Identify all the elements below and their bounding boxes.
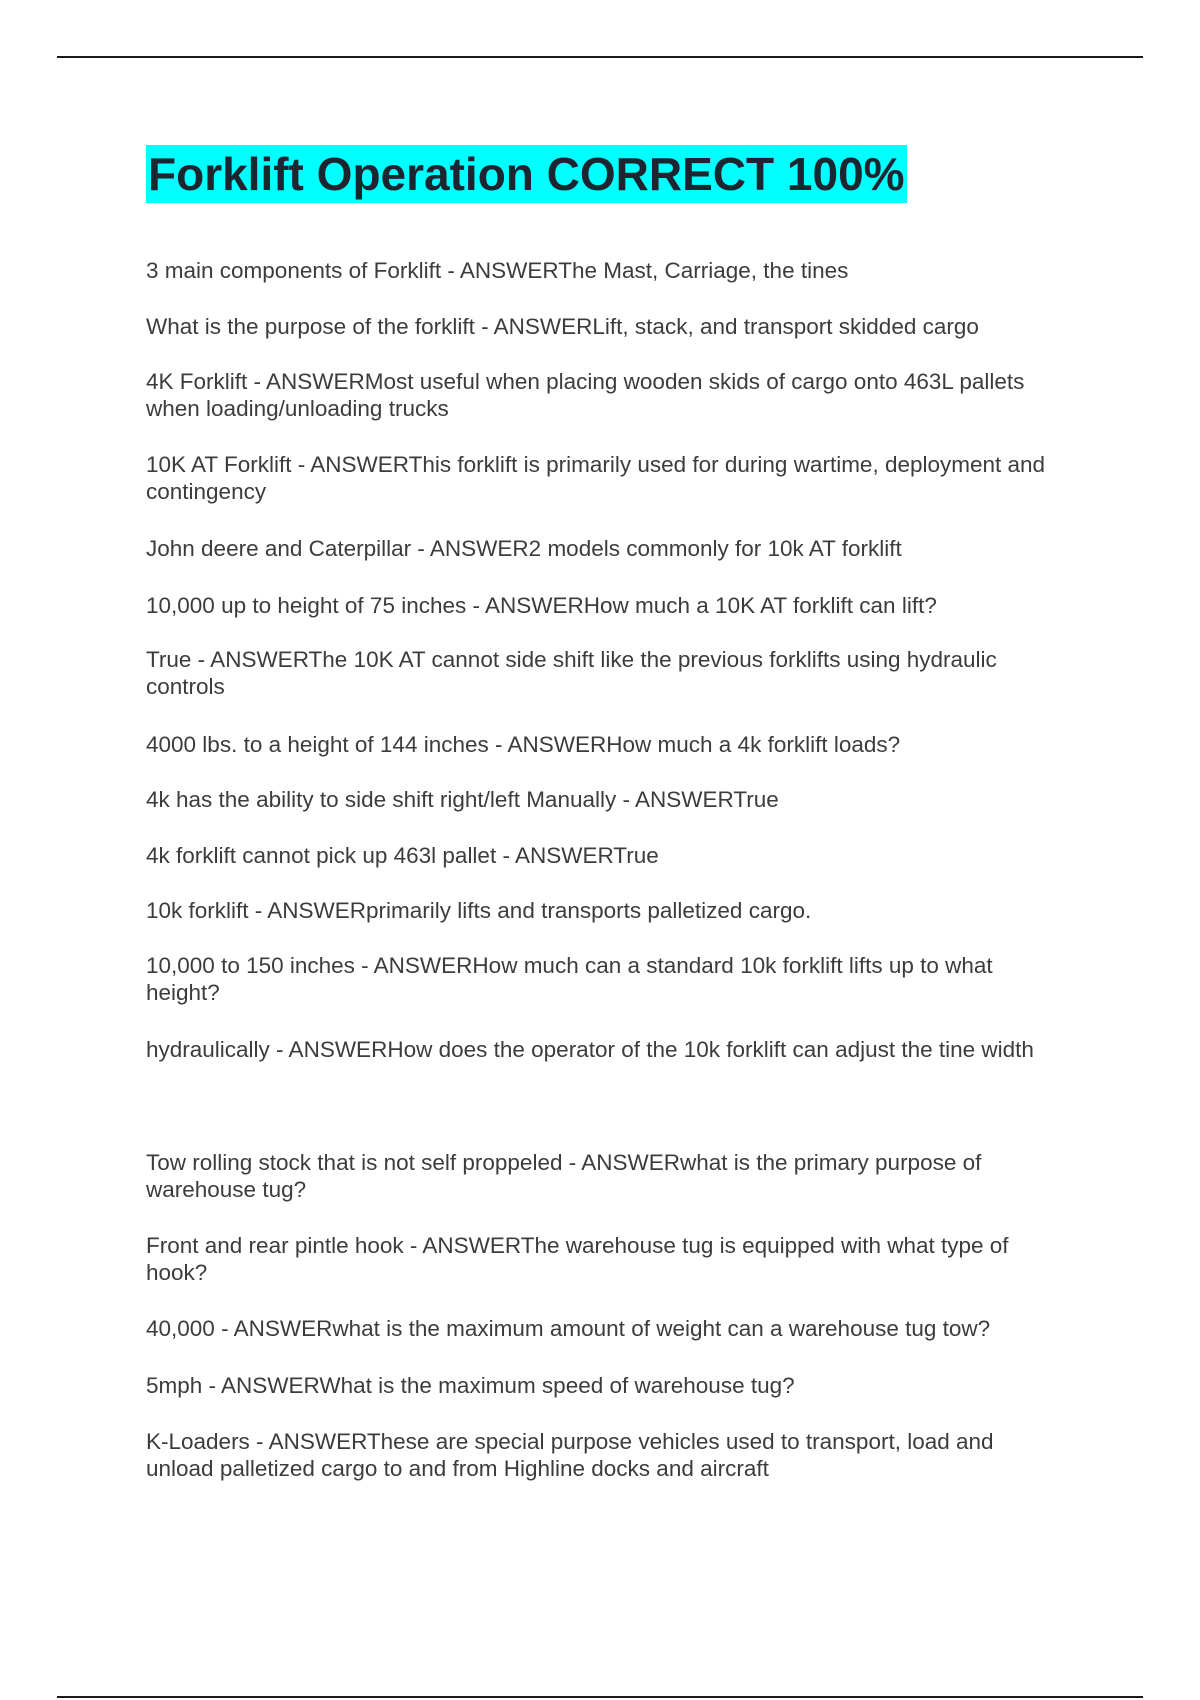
qa-item: Front and rear pintle hook - ANSWERThe warehouse tug is equipped with what type of hook? (146, 1233, 1009, 1285)
qa-item: 4k forklift cannot pick up 463l pallet - ANSWERTrue (146, 843, 659, 868)
qa-item: 10k forklift - ANSWERprimarily lifts and transports palletized cargo. (146, 898, 812, 923)
qa-item: K-Loaders - ANSWERThese are special purpose vehicles used to transport, load and unload palletized cargo to and from Highline docks and aircraft (146, 1429, 994, 1481)
qa-item: 10,000 up to height of 75 inches - ANSWERHow much a 10K AT forklift can lift? (146, 593, 937, 618)
top-divider (57, 56, 1143, 58)
document-title: Forklift Operation CORRECT 100% (146, 145, 907, 203)
qa-item: 4000 lbs. to a height of 144 inches - ANSWERHow much a 4k forklift loads? (146, 732, 901, 757)
qa-item: hydraulically - ANSWERHow does the operator of the 10k forklift can adjust the tine width (146, 1037, 1034, 1062)
title-block (146, 145, 907, 203)
qa-item: 5mph - ANSWERWhat is the maximum speed of warehouse tug? (146, 1373, 795, 1398)
qa-item: 4K Forklift - ANSWERMost useful when placing wooden skids of cargo onto 463L pallets when loading/unloading trucks (146, 369, 1025, 421)
qa-item: 10K AT Forklift - ANSWERThis forklift is primarily used for during wartime, deployment and contingency (146, 452, 1046, 504)
qa-item: 4k has the ability to side shift right/left Manually - ANSWERTrue (146, 787, 779, 812)
qa-item: 40,000 - ANSWERwhat is the maximum amount of weight can a warehouse tug tow? (146, 1316, 991, 1341)
qa-item: What is the purpose of the forklift - ANSWERLift, stack, and transport skidded cargo (146, 314, 979, 339)
qa-item: Tow rolling stock that is not self proppeled - ANSWERwhat is the primary purpose of warehouse tug? (146, 1150, 982, 1202)
qa-item: 10,000 to 150 inches - ANSWERHow much can a standard 10k forklift lifts up to what height? (146, 953, 993, 1005)
bottom-divider (57, 1696, 1143, 1698)
qa-item: True - ANSWERThe 10K AT cannot side shift like the previous forklifts using hydraulic controls (146, 647, 997, 699)
qa-item: John deere and Caterpillar - ANSWER2 models commonly for 10k AT forklift (146, 536, 902, 561)
qa-item: 3 main components of Forklift - ANSWERThe Mast, Carriage, the tines (146, 258, 849, 283)
